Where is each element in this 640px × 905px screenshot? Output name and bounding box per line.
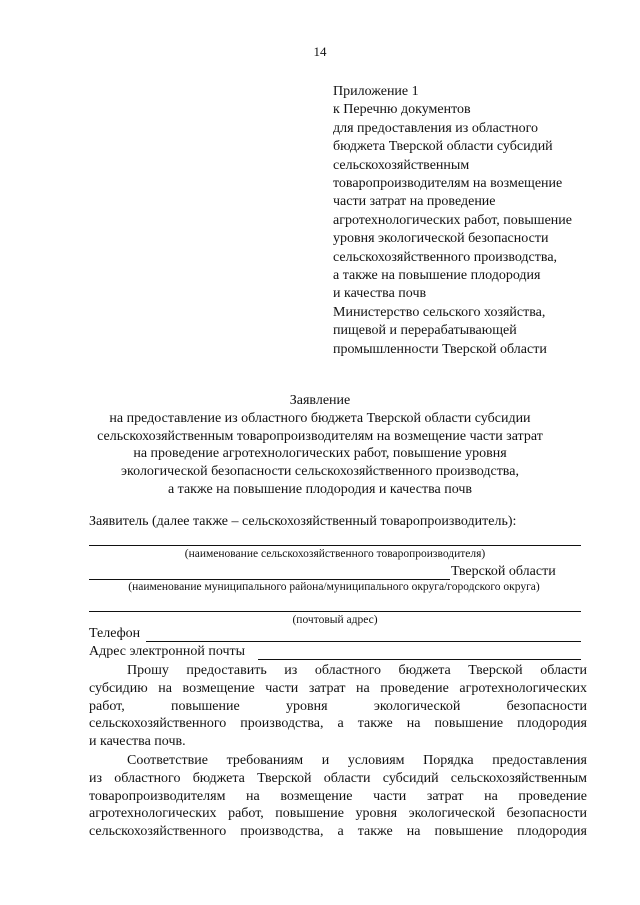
compliance-paragraph [89, 752, 587, 841]
request-paragraph [89, 662, 587, 751]
appendix-line: части затрат на проведение [333, 194, 496, 210]
paragraph-line: из областного бюджета Тверской области субсидий сельскохозяйственным [89, 770, 587, 786]
producer-name-field[interactable] [89, 545, 581, 546]
paragraph-line: субсидию на возмещение части затрат на проведение агротехнологических [89, 680, 587, 696]
appendix-line: сельскохозяйственным [333, 157, 470, 173]
appendix-line: для предоставления из областного [333, 120, 539, 136]
ministry-line: пищевой и перерабатывающей [333, 323, 517, 339]
phone-field[interactable] [146, 641, 581, 642]
paragraph-line: Соответствие требованиям и условиям Порядка предоставления [127, 753, 587, 768]
appendix-line: и качества почв [333, 286, 427, 302]
appendix-line: сельскохозяйственного производства, [333, 249, 558, 265]
appendix-heading [333, 83, 633, 304]
statement-title-line: Заявление [289, 393, 351, 408]
statement-title-line: на предоставление из областного бюджета Тверской области субсидии [109, 410, 531, 426]
ministry-line: промышленности Тверской области [333, 341, 547, 357]
statement-title-line: а также на повышение плодородия и качества почв [167, 481, 473, 497]
ministry-line: Министерство сельского хозяйства, [333, 305, 546, 320]
paragraph-line: сельскохозяйственного производства, а также на повышение плодородия [89, 824, 587, 840]
paragraph-line: сельскохозяйственного производства, а также на повышение плодородия [89, 716, 587, 732]
appendix-line: бюджета Тверской области субсидий [333, 139, 553, 155]
statement-title-line: экологической безопасности сельскохозяйственного производства, [121, 464, 519, 480]
appendix-line: к Перечню документов [333, 102, 471, 118]
appendix-line: а также на повышение плодородия [333, 268, 541, 284]
paragraph-line: работ, повышение уровня экологической безопасности [89, 698, 587, 714]
postal-address-field[interactable] [89, 611, 581, 612]
phone-label: Телефон [89, 626, 141, 641]
paragraph-line: Прошу предоставить из областного бюджета Тверской области [127, 663, 587, 678]
statement-title-line: сельскохозяйственным товаропроизводителям на возмещение части затрат [97, 428, 543, 444]
email-label: Адрес электронной почты [89, 644, 246, 659]
paragraph-line: агротехнологических работ, повышение уровня экологической безопасности [89, 806, 587, 822]
email-field[interactable] [258, 659, 581, 660]
region-suffix: Тверской области [451, 564, 556, 579]
appendix-line: товаропроизводителям на возмещение [333, 176, 563, 192]
paragraph-line: товаропроизводителям на возмещение части затрат на проведение [89, 788, 587, 804]
statement-title [60, 392, 580, 499]
postal-address-hint: (почтовый адрес) [292, 614, 378, 626]
appendix-line: уровня экологической безопасности [333, 231, 549, 247]
appendix-line: агротехнологических работ, повышение [333, 212, 572, 228]
applicant-label: Заявитель (далее также – сельскохозяйственный товаропроизводитель): [89, 514, 517, 529]
municipality-hint: (наименование муниципального района/муниципального округа/городского округа) [128, 581, 540, 593]
page-number: 14 [313, 44, 327, 59]
municipality-field[interactable] [89, 579, 450, 580]
paragraph-line: и качества почв. [89, 734, 186, 750]
statement-title-line: на проведение агротехнологических работ, повышение уровня [133, 446, 507, 462]
appendix-line: Приложение 1 [333, 84, 419, 99]
addressee-ministry [333, 304, 633, 359]
producer-name-hint: (наименование сельскохозяйственного товаропроизводителя) [184, 548, 486, 560]
